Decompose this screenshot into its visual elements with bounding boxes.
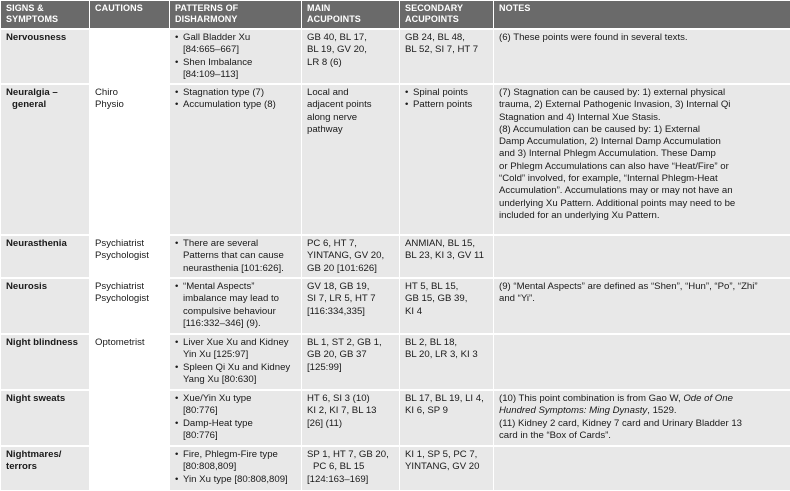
pattern-text: Gall Bladder Xu (183, 32, 250, 43)
header-signs-symptoms (1, 1, 90, 30)
caution-item: Physio (95, 99, 165, 111)
note-line: (8) Accumulation can be caused by: 1) External (499, 124, 786, 136)
pattern-text: imbalance may lead to (183, 293, 279, 304)
patterns-cell (170, 235, 302, 278)
pattern-text: Damp-Heat type (183, 418, 253, 429)
symptom-name: Neuralgia – (6, 87, 85, 99)
note-line (499, 405, 786, 417)
cautions-cell (90, 278, 170, 334)
header-line: ACUPOINTS (307, 14, 395, 25)
acupoint-line: SI 7, LR 5, HT 7 (307, 293, 395, 305)
notes-cell (494, 446, 790, 490)
acupoint-line: BL 20, LR 3, KI 3 (405, 349, 489, 361)
note-line: (6) These points were found in several texts. (499, 32, 786, 44)
acupoint-line: BL 52, SI 7, HT 7 (405, 44, 489, 56)
note-line (499, 393, 786, 405)
note-citation-title: Ode of One (683, 393, 733, 404)
table-row-nightmares (1, 446, 790, 490)
table-row-night-sweats (1, 390, 790, 446)
main-acupoints-cell (302, 334, 400, 390)
pattern-item (175, 449, 297, 474)
notes-cell (494, 29, 790, 84)
header-line: SIGNS & (6, 3, 85, 14)
secondary-acupoints-cell (400, 29, 494, 84)
header-notes (494, 1, 790, 30)
note-line: and “Yi”. (499, 293, 786, 305)
acupoint-line: KI 6, SP 9 (405, 405, 489, 417)
pattern-item: • Accumulation type (8) (175, 99, 297, 111)
main-acupoints-cell (302, 29, 400, 84)
symptom-cell (1, 390, 90, 446)
pattern-item (175, 32, 297, 57)
note-line: Accumulation”. Accumulations may or may not have an (499, 185, 786, 197)
acupoint-line: along nerve (307, 112, 395, 124)
notes-cell (494, 84, 790, 235)
patterns-cell (170, 84, 302, 235)
main-acupoints-cell (302, 390, 400, 446)
acupoint-line: HT 6, SI 3 (10) (307, 393, 395, 405)
note-line: (7) Stagnation can be caused by: 1) external physical (499, 87, 786, 99)
note-line: card in the “Box of Cards”. (499, 430, 786, 442)
header-secondary-acupoints (400, 1, 494, 30)
pattern-ref: [84:665–667] (183, 44, 239, 55)
pattern-item (175, 393, 297, 418)
header-line: NOTES (499, 3, 786, 14)
note-text: (10) This point combination is from Gao W, (499, 393, 683, 404)
cautions-cell (90, 84, 170, 235)
pattern-text: Xue/Yin Xu type (183, 393, 251, 404)
acupoint-line: PC 6, HT 7, (307, 238, 395, 250)
secondary-acupoints-cell (400, 235, 494, 278)
acupoint-line: GB 20 [101:626] (307, 263, 395, 275)
table-row-neurasthenia (1, 235, 790, 278)
acupoint-line: YINTANG, GV 20, (307, 250, 395, 262)
cautions-cell (90, 29, 170, 84)
main-acupoints-cell (302, 84, 400, 235)
header-line: SECONDARY (405, 3, 489, 14)
pattern-item (175, 418, 297, 443)
pattern-item (175, 337, 297, 362)
note-line: (11) Kidney 2 card, Kidney 7 card and Urinary Bladder 13 (499, 418, 786, 430)
caution-item: Psychiatrist (95, 238, 165, 250)
acupoint-line: KI 1, SP 5, PC 7, (405, 449, 489, 461)
caution-item: Optometrist (95, 337, 165, 349)
table-row-neuralgia (1, 84, 790, 235)
header-patterns (170, 1, 302, 30)
pattern-ref: Yang Xu [80:630] (183, 374, 256, 385)
notes-cell (494, 334, 790, 390)
pattern-ref: [80:776] (183, 430, 218, 441)
acupoint-line: KI 4 (405, 306, 489, 318)
acupoint-line: pathway (307, 124, 395, 136)
patterns-cell (170, 278, 302, 334)
pattern-text: Shen Imbalance (183, 57, 252, 68)
symptom-name: terrors (6, 461, 85, 473)
symptom-name: Nightmares/ (6, 449, 85, 461)
secondary-acupoints-cell (400, 446, 494, 490)
acupoint-line: adjacent points (307, 99, 395, 111)
secondary-acupoints-cell (400, 84, 494, 235)
acupoint-line: GV 18, GB 19, (307, 281, 395, 293)
main-acupoints-cell (302, 278, 400, 334)
symptom-cell (1, 446, 90, 490)
secondary-acupoints-cell (400, 334, 494, 390)
symptom-name: Nervousness (6, 32, 85, 44)
pattern-item: • Yin Xu type [80:808,809] (175, 474, 297, 486)
acupoint-line: BL 1, ST 2, GB 1, (307, 337, 395, 349)
table-row-nervousness (1, 29, 790, 84)
note-line: “Cold” involved, for example, “Internal Phlegm-Heat (499, 173, 786, 185)
note-citation-title: Hundred Symptoms: Ming Dynasty (499, 405, 647, 416)
cautions-cell (90, 390, 170, 446)
cautions-cell (90, 334, 170, 390)
acupoint-line: KI 2, KI 7, BL 13 (307, 405, 395, 417)
patterns-cell (170, 446, 302, 490)
symptom-name: Night blindness (6, 337, 85, 349)
pattern-text: “Mental Aspects” (183, 281, 254, 292)
header-line: CAUTIONS (95, 3, 165, 14)
acupoint-line: GB 15, GB 39, (405, 293, 489, 305)
acupoint-line: PC 6, BL 15 (307, 461, 395, 473)
note-text: , 1529. (647, 405, 676, 416)
pattern-item (175, 238, 297, 275)
notes-cell (494, 235, 790, 278)
symptom-name: Neurosis (6, 281, 85, 293)
pattern-item (175, 362, 297, 387)
acupoint-line: BL 17, BL 19, LI 4, (405, 393, 489, 405)
note-line: (9) “Mental Aspects” are defined as “Shen”, “Hun”, “Po”, “Zhi” (499, 281, 786, 293)
symptom-cell (1, 334, 90, 390)
pattern-ref: [80:808,809] (183, 461, 236, 472)
caution-item: Psychologist (95, 293, 165, 305)
acupoint-line: BL 19, GV 20, (307, 44, 395, 56)
header-line: PATTERNS OF (175, 3, 297, 14)
pattern-ref: [84:109–113] (183, 69, 238, 80)
acupoint-line: LR 8 (6) (307, 57, 395, 69)
pattern-ref: [116:332–346] (9). (183, 318, 261, 329)
pattern-text: There are several (183, 238, 258, 249)
acupoint-line: [116:334,335] (307, 306, 395, 318)
note-line: Damp Accumulation, 2) Internal Damp Accumulation (499, 136, 786, 148)
acupoint-line: BL 23, KI 3, GV 11 (405, 250, 489, 262)
acupoint-line: Local and (307, 87, 395, 99)
acupoint-line: GB 40, BL 17, (307, 32, 395, 44)
pattern-item (175, 57, 297, 82)
symptom-cell (1, 29, 90, 84)
symptom-cell (1, 235, 90, 278)
acupoint-line: [125:99] (307, 362, 395, 374)
note-line: trauma, 2) External Pathogenic Invasion, 3) Internal Qi (499, 99, 786, 111)
cautions-cell (90, 235, 170, 278)
note-line: Stagnation and 4) Internal Xue Stasis. (499, 112, 786, 124)
acupoint-line: BL 2, BL 18, (405, 337, 489, 349)
acupoint-item: • Pattern points (405, 99, 489, 111)
caution-item: Psychologist (95, 250, 165, 262)
table-row-neurosis (1, 278, 790, 334)
header-line: MAIN (307, 3, 395, 14)
pattern-ref: [80:776] (183, 405, 218, 416)
notes-cell (494, 390, 790, 446)
table-row-night-blindness (1, 334, 790, 390)
secondary-acupoints-cell (400, 390, 494, 446)
notes-cell (494, 278, 790, 334)
patterns-cell (170, 334, 302, 390)
note-line: or Phlegm Accumulations can also have “Heat/Fire” or (499, 161, 786, 173)
header-main-acupoints (302, 1, 400, 30)
header-line: SYMPTOMS (6, 14, 85, 25)
acupoint-line: GB 24, BL 48, (405, 32, 489, 44)
acupoint-line: [26] (11) (307, 418, 395, 430)
cautions-cell (90, 446, 170, 490)
main-acupoints-cell (302, 446, 400, 490)
symptom-name: Night sweats (6, 393, 85, 405)
symptom-cell (1, 278, 90, 334)
pattern-text: compulsive behaviour (183, 306, 276, 317)
pattern-text: Patterns that can cause (183, 250, 284, 261)
pattern-ref: neurasthenia [101:626]. (183, 263, 284, 274)
caution-item: Chiro (95, 87, 165, 99)
header-line: DISHARMONY (175, 14, 297, 25)
pattern-text: Spleen Qi Xu and Kidney (183, 362, 290, 373)
header-cautions (90, 1, 170, 30)
symptom-name: general (6, 99, 85, 111)
acupoint-line: YINTANG, GV 20 (405, 461, 489, 473)
note-line: underlying Xu Pattern. Additional points may need to be (499, 198, 786, 210)
pattern-item (175, 281, 297, 330)
acupoint-line: GB 20, GB 37 (307, 349, 395, 361)
note-line: included for an underlying Xu Pattern. (499, 210, 786, 222)
header-row (1, 1, 790, 30)
symptom-name: Neurasthenia (6, 238, 85, 250)
acupoint-item: • Spinal points (405, 87, 489, 99)
pattern-text: Fire, Phlegm-Fire type (183, 449, 278, 460)
caution-item: Psychiatrist (95, 281, 165, 293)
note-line: and 3) Internal Phlegm Accumulation. These Damp (499, 148, 786, 160)
patterns-cell (170, 390, 302, 446)
pattern-ref: Yin Xu [125:97] (183, 349, 248, 360)
acupoint-line: SP 1, HT 7, GB 20, (307, 449, 395, 461)
secondary-acupoints-cell (400, 278, 494, 334)
patterns-cell (170, 29, 302, 84)
acupoint-line: HT 5, BL 15, (405, 281, 489, 293)
acupoint-line: ANMIAN, BL 15, (405, 238, 489, 250)
pattern-text: Liver Xue Xu and Kidney (183, 337, 289, 348)
pattern-item: • Stagnation type (7) (175, 87, 297, 99)
header-line: ACUPOINTS (405, 14, 489, 25)
main-acupoints-cell (302, 235, 400, 278)
symptom-cell (1, 84, 90, 235)
acupoint-line: [124:163–169] (307, 474, 395, 486)
